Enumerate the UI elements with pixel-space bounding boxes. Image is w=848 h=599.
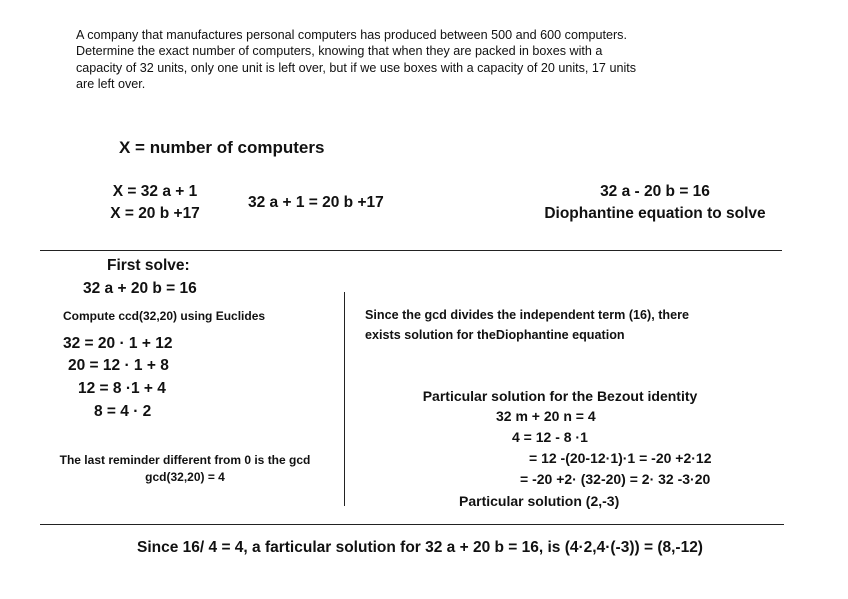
- bezout-identity: 32 m + 20 n = 4: [496, 408, 596, 424]
- problem-statement: [76, 27, 776, 92]
- bezout-step-1: 4 = 12 - 8 ·1: [512, 429, 588, 445]
- euclid-step-4: 8 = 4 · 2: [94, 403, 152, 420]
- bottom-divider: [40, 524, 784, 525]
- variable-definition: X = number of computers: [119, 138, 325, 157]
- conclusion: Since 16/ 4 = 4, a farticular solution for 32 a + 20 b = 16, is (4·2,4·(-3)) = (8,-12): [137, 539, 703, 556]
- bezout-step-3: = -20 +2· (32-20) = 2· 32 -3·20: [520, 471, 711, 487]
- congruence-eq-1: X = 32 a + 1: [112, 183, 198, 200]
- first-solve-heading: First solve:: [107, 257, 190, 274]
- bezout-heading: Particular solution for the Bezout identity: [422, 388, 698, 404]
- euclid-heading: Compute ccd(32,20) using Euclides: [63, 309, 266, 323]
- particular-solution: Particular solution (2,-3): [459, 493, 620, 509]
- congruence-eq-2: X = 20 b +17: [110, 205, 200, 222]
- bezout-step-2: = 12 -(20-12·1)·1 = -20 +2·12: [529, 450, 712, 466]
- gcd-note: The last reminder different from 0 is the gcd: [59, 453, 311, 467]
- top-divider: [40, 250, 782, 251]
- gcd-divides-line-1: Since the gcd divides the independent term (16), there: [365, 308, 690, 322]
- diophantine-equation: 32 a - 20 b = 16: [600, 183, 710, 200]
- gcd-result: gcd(32,20) = 4: [145, 470, 225, 484]
- problem-line-1: A company that manufactures personal computers has produced between 500 and 600 computers.: [76, 28, 627, 42]
- combined-equation: 32 a + 1 = 20 b +17: [248, 194, 384, 211]
- euclid-step-3: 12 = 8 ·1 + 4: [78, 380, 166, 397]
- problem-line-4: are left over.: [76, 76, 146, 91]
- column-divider: [344, 292, 345, 506]
- problem-line-2: Determine the exact number of computers, knowing that when they are packed in boxes with a: [76, 44, 603, 59]
- euclid-step-2: 20 = 12 · 1 + 8: [68, 357, 169, 374]
- equation-to-solve: 32 a + 20 b = 16: [83, 280, 197, 297]
- diophantine-label: Diophantine equation to solve: [544, 205, 766, 222]
- euclid-step-1: 32 = 20 · 1 + 12: [63, 335, 173, 352]
- gcd-divides-line-2: exists solution for theDiophantine equation: [365, 328, 625, 342]
- problem-line-3: capacity of 32 units, only one unit is left over, but if we use boxes with a capacity of 20 units, 17 units: [76, 60, 637, 75]
